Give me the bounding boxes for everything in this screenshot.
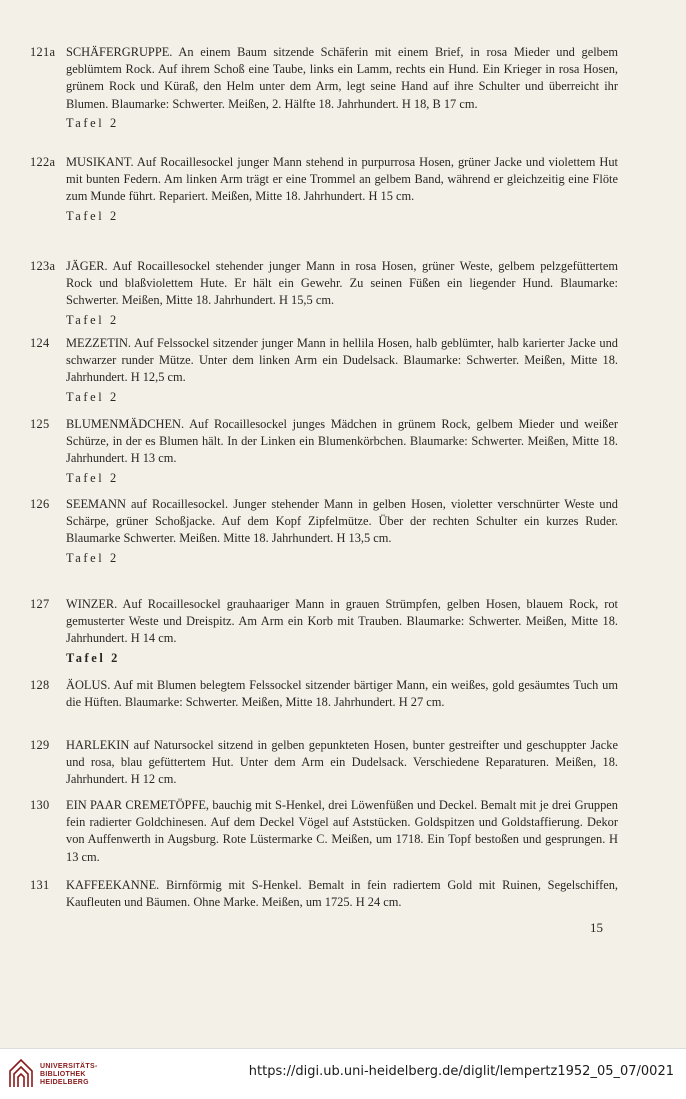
library-name: UNIVERSITÄTS- BIBLIOTHEK HEIDELBERG xyxy=(40,1063,98,1086)
entry-number: 130 xyxy=(30,798,50,812)
catalog-entry-127 xyxy=(30,596,618,667)
entry-text: MUSIKANT. Auf Rocaillesockel junger Mann stehend in purpurrosa Hosen, grüner Jacke und violettem Hut mit bunten Federn. Am linken Arm trägt er eine Trommel an gelbem Band, während er gleichzeitig eine Flöte zum Munde führt. Repariert. Meißen, Mitte 18. Jahrhundert. H 15 cm. xyxy=(66,155,618,204)
entry-text: EIN PAAR CREMETÖPFE, bauchig mit S-Henkel, drei Löwenfüßen und Deckel. Bemalt mit je drei Gruppen fein radierter Goldchinesen. Auf dem Deckel Vögel auf Aststücken. Goldspitzen und Goldstaffierung. Dekor von Auffenwerth in Augsburg. Rote Lüstermarke C. Meißen, um 1718. Ein Topf bestoßen und gesprungen. H 13 cm. xyxy=(66,798,618,864)
footer-bar xyxy=(0,1048,686,1099)
source-url-link[interactable]: https://digi.ub.uni-heidelberg.de/diglit/lempertz1952_05_07/0021 xyxy=(248,1064,674,1079)
entry-text: SEEMANN auf Rocaillesockel. Junger stehender Mann in gelben Hosen, violetter verschnürter Weste und Schärpe, grüner Schoßjacke. Auf dem Kopf Zipfelmütze. Über der rechten Schulter ein kurzes Ruder. Blaumarke Schwerter. Meißen. Mitte 18. Jahrhundert. H 13,5 cm. xyxy=(66,497,618,546)
catalog-entry-124 xyxy=(30,335,618,406)
entry-number: 124 xyxy=(30,336,50,350)
page-number: 15 xyxy=(590,920,603,935)
entry-text: SCHÄFERGRUPPE. An einem Baum sitzende Schäferin mit einem Brief, in rosa Mieder und gelbem geblümtem Rock. Auf ihrem Schoß eine Taube, links ein Lamm, rechts ein Hund. Ein Krieger in rosa Hosen, grünem Rock und Küraß, den Helm unter dem Arm, legt seine Hand auf ihre Schulter und überreicht ihr Blumen. Blaumarke: Schwerter. Meißen, 2. Hälfte 18. Jahrhundert. H 18, B 17 cm. xyxy=(66,45,618,111)
entry-number: 126 xyxy=(30,497,50,511)
entry-text: WINZER. Auf Rocaillesockel grauhaariger Mann in grauen Strümpfen, gelben Hosen, blauem Rock, rot gemusterter Weste und Dreispitz. Am Arm ein Korb mit Trauben. Blaumarke: Schwerter. Meißen, Mitte 18. Jahrhundert. H 14 cm. xyxy=(66,597,618,646)
entry-text: ÄOLUS. Auf mit Blumen belegtem Felssockel sitzender bärtiger Mann, ein weißes, gold gesäumtes Tuch um die Hüften. Blaumarke: Schwerter. Meißen, Mitte 18. Jahrhundert. H 27 cm. xyxy=(66,678,618,710)
entry-plate: Tafel 2 xyxy=(66,650,120,665)
entry-number: 123a xyxy=(30,259,56,273)
entry-plate: Tafel 2 xyxy=(66,115,119,130)
catalog-entry-128 xyxy=(30,677,618,711)
entry-number: 127 xyxy=(30,597,50,611)
entry-text: HARLEKIN auf Natursockel sitzend in gelben gepunkteten Hosen, bunter gestreifter und geschuppter Jacke und rosa, blau gefüttertem Hut. Unter dem Arm ein Dudelsack. Verschiedene Reparaturen. Meißen, 18. Jahrhundert. H 12 cm. xyxy=(66,738,618,787)
catalog-entry-126 xyxy=(30,496,618,567)
entry-number: 122a xyxy=(30,155,56,169)
catalog-entry-121a xyxy=(30,44,618,132)
entry-plate: Tafel 2 xyxy=(66,470,119,485)
entry-plate: Tafel 2 xyxy=(66,208,119,223)
library-logo-icon xyxy=(8,1057,34,1089)
entry-number: 131 xyxy=(30,878,50,892)
entry-plate: Tafel 2 xyxy=(66,550,119,565)
entry-plate: Tafel 2 xyxy=(66,389,119,404)
catalog-entry-131 xyxy=(30,877,618,911)
entry-number: 128 xyxy=(30,678,50,692)
entry-number: 121a xyxy=(30,45,56,59)
entry-number: 129 xyxy=(30,738,50,752)
entry-text: MEZZETIN. Auf Felssockel sitzender junger Mann in hellila Hosen, halb geblümter, halb karierter Jacke und schwarzer runder Mütze. Unter dem linken Arm ein Dudelsack. Blaumarke: Schwerter. Meißen, Mitte 18. Jahrhundert. H 12,5 cm. xyxy=(66,336,618,385)
catalog-entry-130 xyxy=(30,797,618,866)
catalog-entry-123a xyxy=(30,258,618,329)
entry-number: 125 xyxy=(30,417,50,431)
entry-text: KAFFEEKANNE. Birnförmig mit S-Henkel. Bemalt in fein radiertem Gold mit Ruinen, Segelschiffen, Kaufleuten und Bäumen. Ohne Marke. Meißen, um 1725. H 24 cm. xyxy=(66,878,618,910)
entry-text: BLUMENMÄDCHEN. Auf Rocaillesockel junges Mädchen in grünem Rock, gelbem Mieder und weißer Schürze, in der es Blumen hält. In der Linken ein Blumenkörbchen. Blaumarke: Schwerter. Meißen, Mitte 18. Jahrhundert. H 13 cm. xyxy=(66,417,618,466)
catalog-entry-129 xyxy=(30,737,618,789)
catalog-entry-122a xyxy=(30,154,618,225)
entry-text: JÄGER. Auf Rocaillesockel stehender junger Mann in rosa Hosen, grüner Weste, gelbem pelzgefüttertem Rock und blaßviolettem Hute. Er hält ein Gewehr. Zu seinen Füßen ein liegender Hund. Blaumarke: Schwerter. Meißen, Mitte 18. Jahrhundert. H 15,5 cm. xyxy=(66,259,618,308)
entry-plate: Tafel 2 xyxy=(66,312,119,327)
catalog-entry-125 xyxy=(30,416,618,487)
